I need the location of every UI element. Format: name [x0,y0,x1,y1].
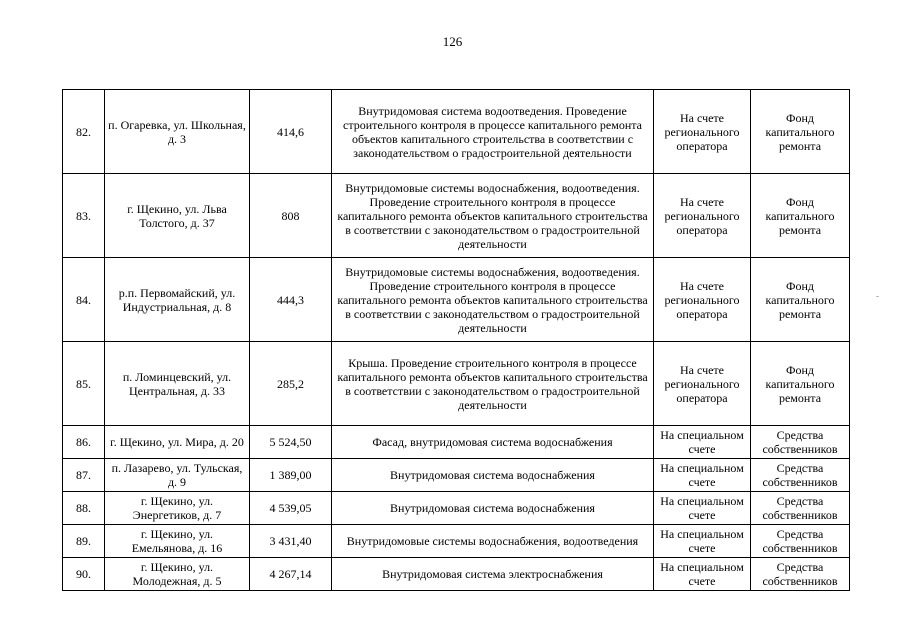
row-number: 86. [63,426,105,459]
address-cell: п. Огаревка, ул. Школьная, д. 3 [105,90,250,174]
address-cell: г. Щекино, ул. Льва Толстого, д. 37 [105,174,250,258]
cost-cell: 414,6 [250,90,332,174]
row-number: 87. [63,459,105,492]
account-type-cell: На счете регионального оператора [654,342,751,426]
address-cell: г. Щекино, ул. Емельянова, д. 16 [105,525,250,558]
work-type-cell: Внутридомовая система водоснабжения [332,459,654,492]
work-type-cell: Внутридомовая система водоотведения. Проведение строительного контроля в процессе капитального ремонта объектов капитального строительства в соответствии с законодательством о градостроительной деятельности [332,90,654,174]
row-number: 84. [63,258,105,342]
table-row [63,426,850,459]
work-type-cell: Крыша. Проведение строительного контроля в процессе капитального ремонта объектов капитального строительства в соответствии с законодательством о градостроительной деятельности [332,342,654,426]
table-row [63,492,850,525]
cost-cell: 1 389,00 [250,459,332,492]
address-cell: г. Щекино, ул. Энергетиков, д. 7 [105,492,250,525]
address-cell: г. Щекино, ул. Мира, д. 20 [105,426,250,459]
repair-program-table [62,89,850,591]
account-type-cell: На специальном счете [654,459,751,492]
funding-source-cell: Средства собственников [751,492,850,525]
funding-source-cell: Фонд капитального ремонта [751,174,850,258]
cost-cell: 4 267,14 [250,558,332,591]
account-type-cell: На специальном счете [654,525,751,558]
work-type-cell: Внутридомовая система электроснабжения [332,558,654,591]
cost-cell: 3 431,40 [250,525,332,558]
table-row [63,258,850,342]
funding-source-cell: Средства собственников [751,426,850,459]
row-number: 90. [63,558,105,591]
address-cell: р.п. Первомайский, ул. Индустриальная, д. 8 [105,258,250,342]
work-type-cell: Внутридомовая система водоснабжения [332,492,654,525]
row-number: 83. [63,174,105,258]
table-row [63,459,850,492]
account-type-cell: На специальном счете [654,558,751,591]
funding-source-cell: Средства собственников [751,558,850,591]
funding-source-cell: Фонд капитального ремонта [751,90,850,174]
address-cell: п. Лазарево, ул. Тульская, д. 9 [105,459,250,492]
cost-cell: 285,2 [250,342,332,426]
address-cell: г. Щекино, ул. Молодежная, д. 5 [105,558,250,591]
table-row [63,174,850,258]
funding-source-cell: Средства собственников [751,525,850,558]
row-number: 82. [63,90,105,174]
cost-cell: 444,3 [250,258,332,342]
cost-cell: 808 [250,174,332,258]
account-type-cell: На счете регионального оператора [654,258,751,342]
row-number: 88. [63,492,105,525]
row-number: 89. [63,525,105,558]
page-number: 126 [442,34,463,49]
account-type-cell: На счете регионального оператора [654,174,751,258]
cost-cell: 5 524,50 [250,426,332,459]
account-type-cell: На специальном счете [654,492,751,525]
funding-source-cell: Фонд капитального ремонта [751,342,850,426]
account-type-cell: На специальном счете [654,426,751,459]
account-type-cell: На счете регионального оператора [654,90,751,174]
funding-source-cell: Средства собственников [751,459,850,492]
work-type-cell: Фасад, внутридомовая система водоснабжения [332,426,654,459]
funding-source-cell: Фонд капитального ремонта [751,258,850,342]
work-type-cell: Внутридомовые системы водоснабжения, водоотведения. Проведение строительного контроля в процессе капитального ремонта объектов капитального строительства в соответствии с законодательством о градостроительной деятельности [332,174,654,258]
work-type-cell: Внутридомовые системы водоснабжения, водоотведения [332,525,654,558]
table-row [63,342,850,426]
work-type-cell: Внутридомовые системы водоснабжения, водоотведения. Проведение строительного контроля в процессе капитального ремонта объектов капитального строительства в соответствии с законодательством о градостроительной деятельности [332,258,654,342]
table-row [63,525,850,558]
row-number: 85. [63,342,105,426]
table-row [63,90,850,174]
scan-speck [876,296,879,297]
address-cell: п. Ломинцевский, ул. Центральная, д. 33 [105,342,250,426]
table-row [63,558,850,591]
cost-cell: 4 539,05 [250,492,332,525]
